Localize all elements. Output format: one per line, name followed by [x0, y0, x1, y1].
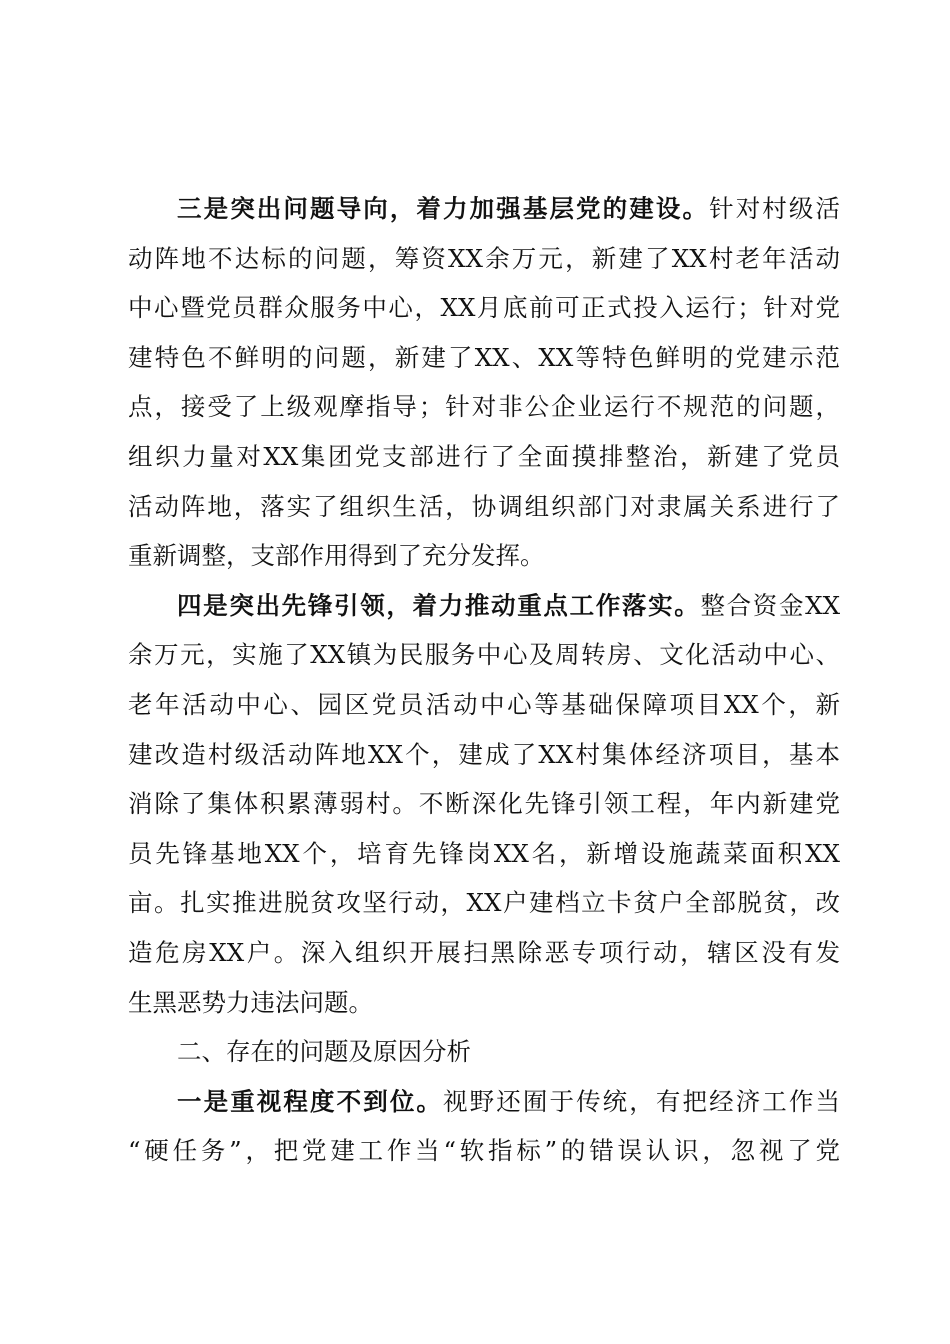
paragraph-line: [128, 581, 840, 631]
paragraph-line: 建改造村级活动阵地XX个，建成了XX村集体经济项目，基本: [128, 739, 840, 769]
paragraph-text: 针对村级活: [709, 194, 841, 223]
paragraph-line: 老年活动中心、园区党员活动中心等基础保障项目XX个，新: [128, 689, 840, 719]
paragraph-line: 员先锋基地XX个，培育先锋岗XX名，新增设施蔬菜面积XX: [128, 838, 840, 868]
paragraph-line: 重新调整，支部作用得到了充分发挥。: [128, 541, 545, 571]
paragraph-line: 亩。扎实推进脱贫攻坚行动，XX户建档立卡贫户全部脱贫，改: [128, 888, 840, 918]
paragraph-line: 中心暨党员群众服务中心，XX月底前可正式投入运行；针对党: [128, 293, 840, 323]
paragraph-line: 建特色不鲜明的问题，新建了XX、XX等特色鲜明的党建示范: [128, 342, 840, 372]
section-heading: 二、存在的问题及原因分析: [177, 1037, 471, 1067]
document-body: [128, 184, 840, 1176]
paragraph-line: 点，接受了上级观摩指导；针对非公企业运行不规范的问题，: [128, 392, 840, 422]
paragraph-line: 生黑恶势力违法问题。: [128, 987, 373, 1017]
paragraph-lead-heading: 一是重视程度不到位。: [177, 1086, 444, 1116]
paragraph-line: [128, 184, 840, 234]
paragraph-line: 造危房XX户。深入组织开展扫黑除恶专项行动，辖区没有发: [128, 937, 840, 967]
paragraph-lead-heading: 四是突出先锋引领，着力推动重点工作落实。: [177, 590, 701, 620]
paragraph-text: 整合资金XX: [700, 590, 841, 620]
paragraph-lead-heading: 三是突出问题导向，着力加强基层党的建设。: [177, 194, 710, 223]
paragraph-line: “硬任务”，把党建工作当“软指标”的错误认识，忽视了党: [128, 1136, 840, 1166]
paragraph-line: [128, 1077, 840, 1127]
paragraph-line: 余万元，实施了XX镇为民服务中心及周转房、文化活动中心、: [128, 640, 840, 670]
paragraph-text: 视野还囿于传统，有把经济工作当: [443, 1086, 841, 1116]
paragraph-line: 动阵地不达标的问题，筹资XX余万元，新建了XX村老年活动: [128, 243, 840, 273]
paragraph-line: 活动阵地，落实了组织生活，协调组织部门对隶属关系进行了: [128, 491, 840, 521]
paragraph-line: 消除了集体积累薄弱村。不断深化先锋引领工程，年内新建党: [128, 789, 840, 819]
paragraph-line: 组织力量对XX集团党支部进行了全面摸排整治，新建了党员: [128, 441, 840, 471]
